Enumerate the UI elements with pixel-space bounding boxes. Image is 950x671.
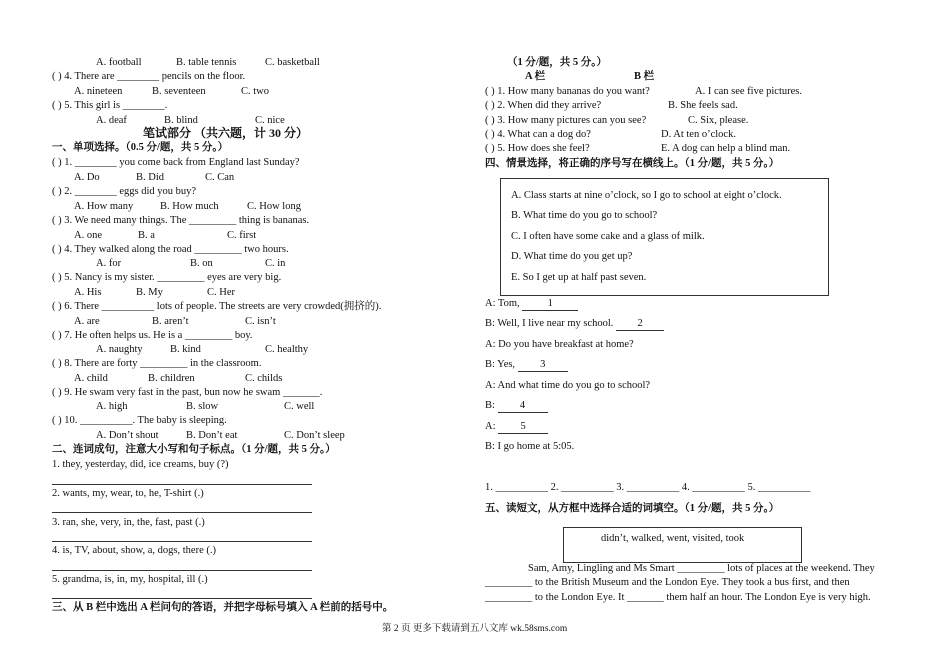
options-box	[500, 178, 829, 296]
dialogue-line: A: Do you have breakfast at home?	[485, 339, 634, 350]
passage-line: _________ to the London Eye. It _______ them half an hour. The London Eye is very high.	[485, 592, 871, 603]
option: B. table tennis	[176, 57, 237, 68]
option: B. aren’t	[152, 316, 189, 327]
match-answer: D. At ten o’clock.	[661, 129, 736, 140]
option: B. kind	[170, 344, 201, 355]
dialogue-line: A: And what time do you go to school?	[485, 380, 651, 391]
dialogue-line: B: Yes, 3	[485, 358, 568, 372]
match-question: ( ) 3. How many pictures can you see?	[485, 115, 647, 126]
sentence-prompt: 5. grandma, is, in, my, hospital, ill (.)	[52, 574, 208, 585]
answer-line[interactable]	[52, 570, 312, 571]
option: B. children	[148, 373, 195, 384]
option: C. Her	[207, 287, 235, 298]
option: C. healthy	[265, 344, 309, 355]
passage-line: Sam, Amy, Lingling and Ms Smart _________ lots of places at the weekend. They	[528, 563, 875, 574]
scene-option: B. What time do you go to school?	[511, 210, 658, 221]
option: C. first	[227, 230, 257, 241]
match-question: ( ) 1. How many bananas do you want?	[485, 86, 650, 97]
scene-option: E. So I get up at half past seven.	[511, 272, 647, 283]
sentence-prompt: 3. ran, she, very, in, the, fast, past (.)	[52, 517, 205, 528]
option: C. isn’t	[245, 316, 276, 327]
match-question: ( ) 2. When did they arrive?	[485, 100, 602, 111]
blank-5[interactable]: 5	[498, 420, 548, 434]
answer-blanks[interactable]: 1. __________ 2. __________ 3. __________ 4. __________ 5. __________	[485, 482, 811, 493]
option: B. blind	[164, 115, 198, 126]
option: C. nice	[255, 115, 285, 126]
word-bank: didn’t, walked, went, visited, took	[601, 533, 745, 544]
passage-line: _________ to the British Museum and the London Eye. They took a bus first, and then	[485, 577, 850, 588]
question: ( ) 4. There are ________ pencils on the floor.	[52, 71, 246, 82]
option: A. football	[96, 57, 142, 68]
question: ( ) 4. They walked along the road _________ two hours.	[52, 244, 289, 255]
blank-4[interactable]: 4	[498, 399, 548, 413]
match-question: ( ) 4. What can a dog do?	[485, 129, 591, 140]
option: A. How many	[74, 201, 134, 212]
option: A. high	[96, 401, 128, 412]
option: A. for	[96, 258, 122, 269]
match-answer: A. I can see five pictures.	[695, 86, 802, 97]
section-title: 四、情景选择，将正确的序号写在横线上。（1 分/题，共 5 分。）	[485, 158, 780, 169]
question: ( ) 5. This girl is ________.	[52, 100, 168, 111]
option: A. Don’t shout	[96, 430, 159, 441]
option: A. are	[74, 316, 100, 327]
column-a-header: A 栏	[525, 71, 546, 82]
section-title: 一、单项选择。（0.5 分/题，共 5 分。）	[52, 142, 229, 153]
section-title: 二、连词成句，注意大小写和句子标点。（1 分/题，共 5 分。）	[52, 444, 336, 455]
question: ( ) 8. There are forty _________ in the classroom.	[52, 358, 262, 369]
blank-3[interactable]: 3	[518, 358, 568, 372]
scene-option: C. I often have some cake and a glass of milk.	[511, 231, 705, 242]
option: B. slow	[186, 401, 219, 412]
scene-option: D. What time do you get up?	[511, 251, 633, 262]
match-question: ( ) 5. How does she feel?	[485, 143, 590, 154]
word-box	[563, 527, 802, 563]
option: C. childs	[245, 373, 283, 384]
option: A. Do	[74, 172, 100, 183]
section-title: 五、读短文，从方框中选择合适的词填空。（1 分/题，共 5 分。）	[485, 503, 780, 514]
option: C. Don’t sleep	[284, 430, 345, 441]
dialogue-line: B: I go home at 5:05.	[485, 441, 575, 452]
option: B. My	[136, 287, 163, 298]
question: ( ) 6. There __________ lots of people. The streets are very crowded(拥挤的).	[52, 301, 382, 312]
question: ( ) 5. Nancy is my sister. _________ eyes are very big.	[52, 272, 282, 283]
sentence-prompt: 1. they, yesterday, did, ice creams, buy (?)	[52, 459, 229, 470]
section-score: （1 分/题，共 5 分。）	[507, 57, 608, 68]
dialogue-line: B: Well, I live near my school. 2	[485, 317, 664, 331]
match-answer: E. A dog can help a blind man.	[661, 143, 791, 154]
option: C. basketball	[265, 57, 320, 68]
sentence-prompt: 4. is, TV, about, show, a, dogs, there (.)	[52, 545, 216, 556]
answer-line[interactable]	[52, 598, 312, 599]
answer-line[interactable]	[52, 484, 312, 485]
question: ( ) 7. He often helps us. He is a _________ boy.	[52, 330, 253, 341]
option: C. How long	[247, 201, 301, 212]
question: ( ) 1. ________ you come back from England last Sunday?	[52, 157, 300, 168]
scene-option: A. Class starts at nine o’clock, so I go to school at eight o’clock.	[511, 190, 782, 201]
option: B. seventeen	[152, 86, 206, 97]
blank-2[interactable]: 2	[616, 317, 664, 331]
question: ( ) 3. We need many things. The _________ thing is bananas.	[52, 215, 310, 226]
dialogue-line: A: Tom, 1	[485, 297, 578, 311]
option: A. naughty	[96, 344, 143, 355]
question: ( ) 10. __________. The baby is sleeping.	[52, 415, 227, 426]
question: ( ) 2. ________ eggs did you buy?	[52, 186, 197, 197]
option: C. two	[241, 86, 270, 97]
option: C. well	[284, 401, 315, 412]
match-answer: B. She feels sad.	[668, 100, 738, 111]
dialogue-line: B: 4	[485, 399, 548, 413]
option: B. a	[138, 230, 155, 241]
option: A. child	[74, 373, 108, 384]
answer-line[interactable]	[52, 512, 312, 513]
answer-line[interactable]	[52, 541, 312, 542]
option: B. Don’t eat	[186, 430, 238, 441]
question: ( ) 9. He swam very fast in the past, bun now he swam _______.	[52, 387, 323, 398]
blank-1[interactable]: 1	[522, 297, 578, 311]
option: A. nineteen	[74, 86, 123, 97]
written-part-title: 笔试部分 （共六题，计 30 分）	[143, 126, 309, 140]
dialogue-line: A: 5	[485, 420, 548, 434]
match-answer: C. Six, please.	[688, 115, 749, 126]
option: A. deaf	[96, 115, 127, 126]
option: B. Did	[136, 172, 165, 183]
section-title: 三、从 B 栏中选出 A 栏问句的答语，并把字母标号填入 A 栏前的括号中。	[52, 602, 394, 613]
option: C. in	[265, 258, 286, 269]
column-b-header: B 栏	[634, 71, 655, 82]
option: A. one	[74, 230, 102, 241]
page-footer: 第 2 页 更多下载请到五八文库 wk.58sms.com	[382, 624, 568, 634]
option: B. on	[190, 258, 213, 269]
option: B. How much	[160, 201, 219, 212]
option: A. His	[74, 287, 102, 298]
sentence-prompt: 2. wants, my, wear, to, he, T-shirt (.)	[52, 488, 204, 499]
option: C. Can	[205, 172, 235, 183]
